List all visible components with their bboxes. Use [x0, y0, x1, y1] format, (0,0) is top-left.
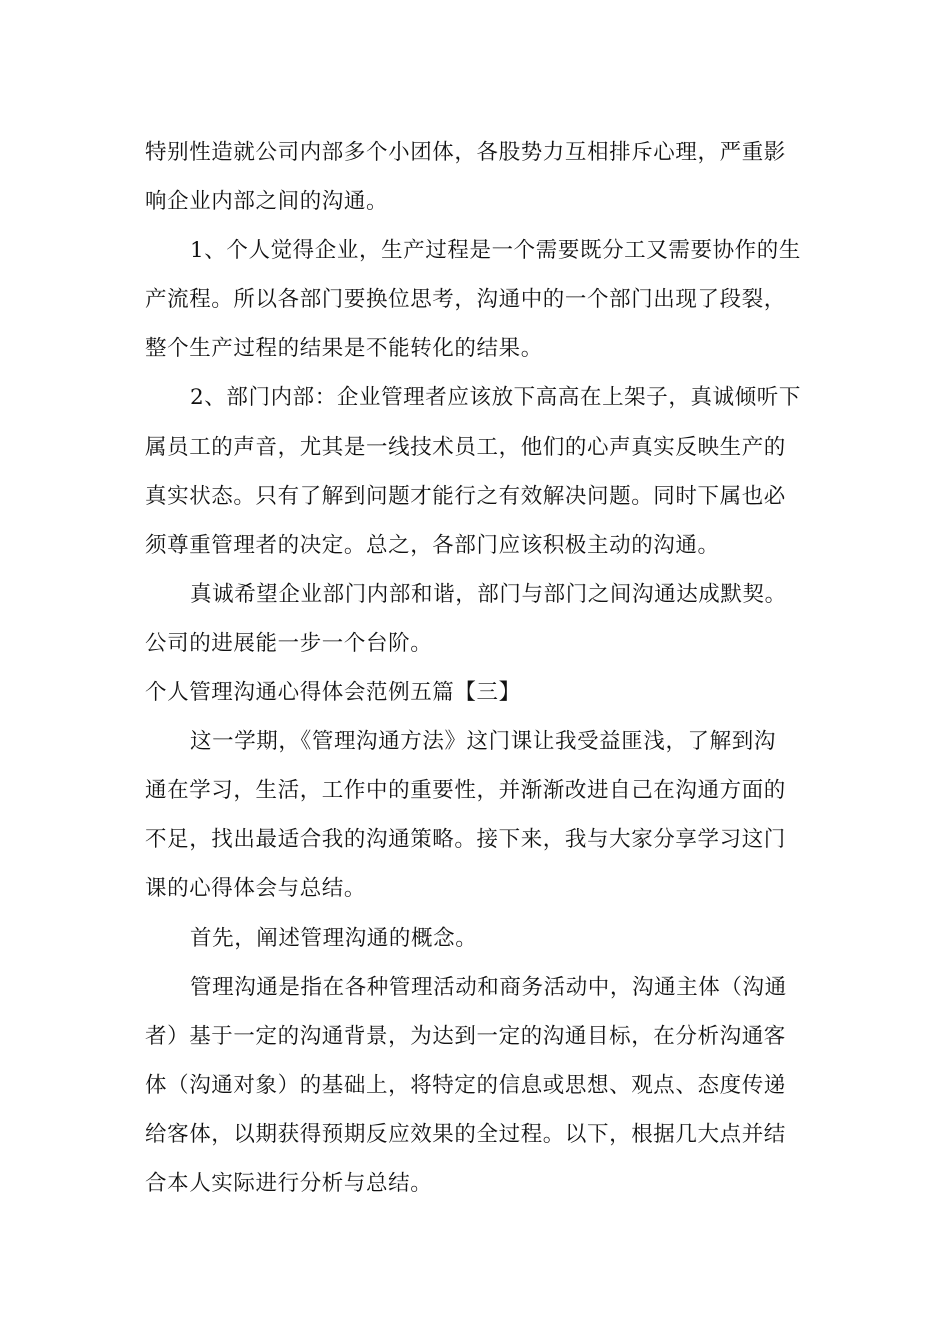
document-body: [145, 128, 810, 1208]
paragraph-line: 通在学习，生活，工作中的重要性，并渐渐改进自己在沟通方面的: [145, 778, 786, 804]
paragraph-line: 真实状态。只有了解到问题才能行之有效解决问题。同时下属也必: [145, 483, 786, 509]
paragraph-line: 课的心得体会与总结。: [145, 876, 367, 902]
paragraph-line: 响企业内部之间的沟通。: [145, 189, 389, 215]
paragraph-line: 不足，找出最适合我的沟通策略。接下来，我与大家分享学习这门: [145, 827, 786, 853]
paragraph-line: 给客体，以期获得预期反应效果的全过程。以下，根据几大点并结: [145, 1121, 786, 1147]
paragraph-line: 体（沟通对象）的基础上，将特定的信息或思想、观点、态度传递: [145, 1072, 786, 1098]
paragraph-line: 整个生产过程的结果是不能转化的结果。: [145, 336, 543, 362]
paragraph-line: 产流程。所以各部门要换位思考，沟通中的一个部门出现了段裂，: [145, 287, 786, 313]
section-heading: 个人管理沟通心得体会范例五篇【三】: [145, 680, 521, 706]
paragraph-line: 合本人实际进行分析与总结。: [145, 1170, 433, 1196]
paragraph-line: 2、部门内部：企业管理者应该放下高高在上架子，真诚倾听下: [190, 385, 801, 411]
paragraph-line: 真诚希望企业部门内部和谐，部门与部门之间沟通达成默契。: [190, 581, 787, 607]
paragraph-line: 这一学期，《管理沟通方法》这门课让我受益匪浅，了解到沟: [190, 729, 776, 755]
paragraph-line: 特别性造就公司内部多个小团体，各股势力互相排斥心理，严重影: [145, 140, 786, 165]
paragraph-line: 者）基于一定的沟通背景，为达到一定的沟通目标，在分析沟通客: [145, 1023, 786, 1049]
paragraph-line: 公司的进展能一步一个台阶。: [145, 630, 433, 656]
paragraph-line: 管理沟通是指在各种管理活动和商务活动中，沟通主体（沟通: [190, 974, 787, 1000]
paragraph-line: 首先，阐述管理沟通的概念。: [190, 925, 478, 951]
paragraph-line: 须尊重管理者的决定。总之，各部门应该积极主动的沟通。: [145, 532, 720, 558]
paragraph-line: 属员工的声音，尤其是一线技术员工，他们的心声真实反映生产的: [145, 434, 786, 460]
paragraph-line: 1、个人觉得企业，生产过程是一个需要既分工又需要协作的生: [190, 238, 801, 264]
